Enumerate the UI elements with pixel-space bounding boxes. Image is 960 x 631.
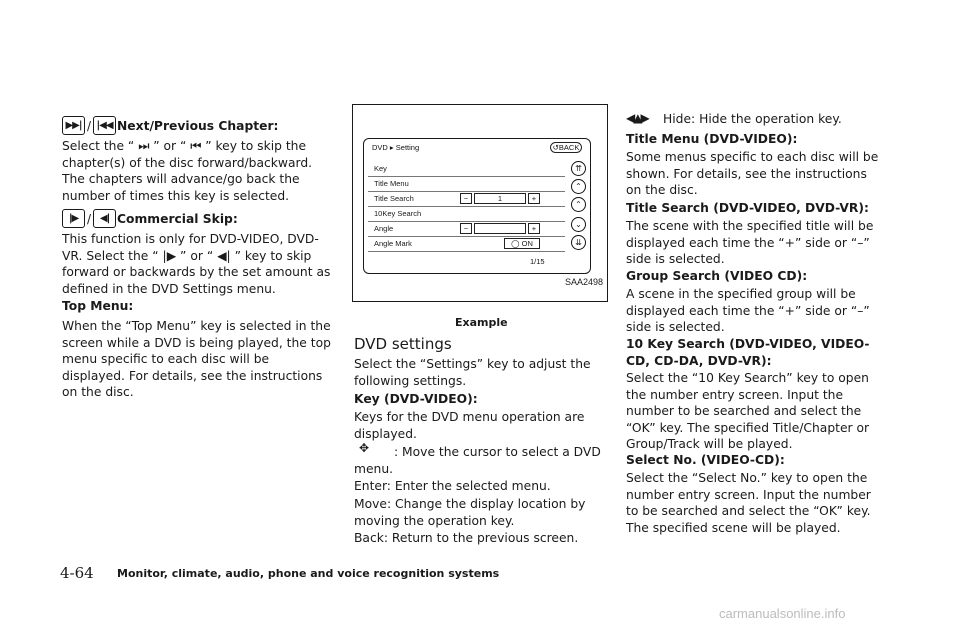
screen-title: DVD ▸ Setting: [372, 143, 420, 152]
row-10key-search: [368, 206, 565, 222]
scroll-down-icon: ⌄: [571, 217, 586, 232]
previous-chapter-icon: |◀◀: [93, 116, 116, 135]
plus-icon: +: [528, 193, 540, 204]
scroll-up-icon: ⌃: [571, 197, 586, 212]
minus-icon: −: [460, 193, 472, 204]
row-title-search: [368, 191, 565, 207]
angle-mark-value: ON: [521, 239, 533, 248]
row-angle: [368, 221, 565, 237]
watermark: carmanualsonline.info: [719, 606, 846, 621]
back-button: [550, 142, 582, 153]
page-indicator: 1/15: [530, 257, 545, 266]
hide-text: Hide: Hide the operation key.: [663, 112, 842, 126]
back-text: Back: Return to the previous screen.: [354, 531, 579, 545]
row-angle-mark-label: Angle Mark: [374, 239, 412, 248]
tenkey-body: Select the “10 Key Search” key to open the number entry screen. Input the number to be searched and select the “OK” key. The specified Title/Chapter or Group/Track will be played.: [626, 371, 870, 452]
section-title: DVD settings: [354, 335, 452, 353]
title-search-body: The scene with the specified title will be displayed each time the “+” side or “–” side is selected.: [626, 219, 874, 267]
next-prev-body: Select the “ ⏭ ” or “ ⏮ ” key to skip the chapter(s) of the disc forward/backward. The chapters will advance/go back the number of times this key is selected.: [62, 139, 313, 203]
row-10key-label: 10Key Search: [374, 209, 422, 218]
figure-frame: [352, 104, 608, 302]
title-menu-body: Some menus specific to each disc will be shown. For details, see the instructions on the disc.: [626, 150, 879, 198]
back-label: BACK: [558, 143, 580, 152]
select-no-body: Select the “Select No.” key to open the number entry screen. Input the number to be searched and select the “OK” key. The specified scene will be played.: [626, 471, 871, 535]
angle-value-box: [474, 223, 526, 234]
commercial-body: This function is only for DVD-VIDEO, DVD-VR. Select the “ |▶ ” or “ ◀| ” key to skip forward or backwards by the set amount as defined in the DVD Settings menu.: [62, 232, 331, 296]
angle-mark-toggle: ◯ ON: [504, 238, 540, 249]
chapter-title: Monitor, climate, audio, phone and voice recognition systems: [117, 567, 500, 580]
key-body: Keys for the DVD menu operation are displayed.: [354, 410, 585, 441]
minus-icon: −: [460, 223, 472, 234]
commercial-heading: Commercial Skip:: [117, 212, 238, 226]
scroll-top-icon: ⇈: [571, 161, 586, 176]
settings-intro: Select the “Settings” key to adjust the following settings.: [354, 357, 591, 388]
next-prev-key-icons: ▶▶| / |◀◀: [62, 116, 116, 135]
enter-text: Enter: Enter the selected menu.: [354, 479, 551, 493]
hide-arrows-icon: ◀▲▶: [626, 111, 648, 125]
row-key: [368, 161, 565, 177]
page-number: 4-64: [60, 564, 94, 582]
key-heading: Key (DVD-VIDEO):: [354, 392, 478, 406]
title-search-value: 1: [474, 193, 526, 204]
figure-caption: Example: [455, 316, 508, 329]
plus-icon: +: [528, 223, 540, 234]
tenkey-heading: 10 Key Search (DVD-VIDEO, VIDEO-CD, CD-DA, DVD-VR):: [626, 337, 870, 368]
title-search-heading: Title Search (DVD-VIDEO, DVD-VR):: [626, 201, 869, 215]
figure-code: SAA2498: [564, 277, 603, 287]
group-search-body: A scene in the specified group will be displayed each time the “+” side or “–” side is selected.: [626, 287, 870, 335]
row-key-label: Key: [374, 164, 387, 173]
scroll-bottom-icon: ⇊: [571, 235, 586, 250]
skip-back-icon: ◀|: [93, 209, 116, 228]
row-title-menu-label: Title Menu: [374, 179, 409, 188]
select-no-heading: Select No. (VIDEO-CD):: [626, 453, 785, 467]
row-angle-label: Angle: [374, 224, 394, 233]
group-search-heading: Group Search (VIDEO CD):: [626, 269, 808, 283]
top-menu-body: When the “Top Menu” key is selected in the screen while a DVD is being played, the top menu specific to each disc will be displayed. For details, see the instructions on the disc.: [62, 319, 331, 400]
back-arrow-icon: ↺: [552, 143, 559, 152]
row-angle-mark: [368, 236, 565, 252]
title-menu-heading: Title Menu (DVD-VIDEO):: [626, 132, 798, 146]
commercial-skip-icons: |▶ / ◀|: [62, 209, 116, 228]
move-cursor-text: : Move the cursor to select a DVD menu.: [354, 445, 601, 476]
row-title-menu: [368, 176, 565, 192]
dvd-setting-screen: [363, 138, 591, 274]
move-cursor-icon: ✥: [359, 441, 370, 455]
move-text: Move: Change the display location by moving the operation key.: [354, 497, 586, 528]
row-title-search-label: Title Search: [374, 194, 414, 203]
next-prev-heading: Next/Previous Chapter:: [117, 119, 279, 133]
scroll-up-icon: ⌃: [571, 179, 586, 194]
next-chapter-icon: ▶▶|: [62, 116, 85, 135]
top-menu-heading: Top Menu:: [62, 299, 134, 313]
skip-forward-icon: |▶: [62, 209, 85, 228]
